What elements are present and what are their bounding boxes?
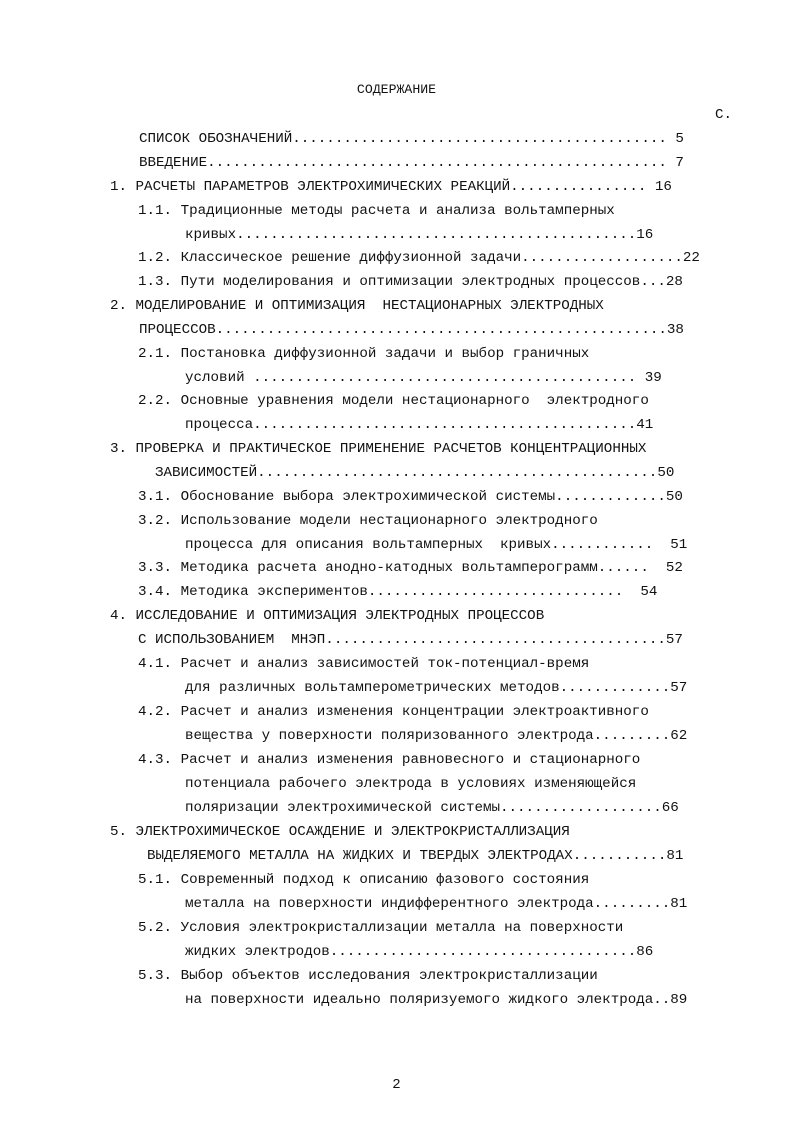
toc-chapter-cont: ЗАВИСИМОСТЕЙ...............................................50	[155, 465, 675, 481]
page-column-label: С.	[715, 107, 733, 123]
toc-section-cont: для различных вольтамперометрических методов.............57	[185, 680, 688, 696]
toc-section-cont: процесса.............................................41	[185, 417, 654, 433]
toc-section-cont: потенциала рабочего электрода в условиях изменяющейся	[185, 776, 637, 792]
toc-section: 2.1. Постановка диффузионной задачи и выбор граничных	[138, 346, 590, 362]
toc-section: 1.1. Традиционные методы расчета и анализа вольтамперных	[138, 203, 615, 219]
toc-section: 3.4. Методика экспериментов.............................. 54	[138, 584, 658, 600]
toc-section: 5.3. Выбор объектов исследования электрокристаллизации	[138, 968, 598, 984]
toc-section: 1.2. Классическое решение диффузионной задачи...................22	[138, 250, 700, 266]
toc-section: 3.1. Обоснование выбора электрохимической системы.............50	[138, 489, 683, 505]
toc-section: 3.2. Использование модели нестационарного электродного	[138, 513, 598, 529]
toc-chapter-cont: ВЫДЕЛЯЕМОГО МЕТАЛЛА НА ЖИДКИХ И ТВЕРДЫХ ЭЛЕКТРОДАХ...........81	[147, 848, 684, 864]
page-title: СОДЕРЖАНИЕ	[356, 82, 437, 97]
toc-section-cont: условий ............................................. 39	[185, 370, 662, 386]
toc-section: 2.2. Основные уравнения модели нестационарного электродного	[138, 393, 649, 409]
page-number: 2	[392, 1077, 401, 1093]
toc-section: 4.2. Расчет и анализ изменения концентрации электроактивного	[138, 704, 649, 720]
toc-entry: ВВЕДЕНИЕ...................................................... 7	[139, 155, 684, 171]
toc-chapter-cont: С ИСПОЛЬЗОВАНИЕМ МНЭП........................................57	[138, 632, 683, 648]
toc-section: 5.1. Современный подход к описанию фазового состояния	[138, 872, 590, 888]
toc-chapter: 3. ПРОВЕРКА И ПРАКТИЧЕСКОЕ ПРИМЕНЕНИЕ РАСЧЕТОВ КОНЦЕНТРАЦИОННЫХ	[110, 441, 647, 457]
toc-section-cont: жидких электродов....................................86	[185, 944, 654, 960]
toc-chapter: 1. РАСЧЕТЫ ПАРАМЕТРОВ ЭЛЕКТРОХИМИЧЕСКИХ РЕАКЦИЙ................ 16	[110, 179, 672, 195]
toc-chapter: 2. МОДЕЛИРОВАНИЕ И ОПТИМИЗАЦИЯ НЕСТАЦИОНАРНЫХ ЭЛЕКТРОДНЫХ	[110, 298, 604, 314]
toc-section: 4.3. Расчет и анализ изменения равновесного и стационарного	[138, 752, 641, 768]
toc-section-cont: поляризации электрохимической системы...................66	[185, 800, 679, 816]
toc-section-cont: металла на поверхности индифферентного электрода.........81	[185, 896, 688, 912]
toc-section-cont: на поверхности идеально поляризуемого жидкого электрода..89	[185, 992, 688, 1008]
toc-entry: СПИСОК ОБОЗНАЧЕНИЙ............................................ 5	[139, 131, 684, 147]
toc-section-cont: кривых...............................................16	[185, 227, 654, 243]
toc-chapter: 5. ЭЛЕКТРОХИМИЧЕСКОЕ ОСАЖДЕНИЕ И ЭЛЕКТРОКРИСТАЛЛИЗАЦИЯ	[110, 824, 570, 840]
toc-section: 1.3. Пути моделирования и оптимизации электродных процессов...28	[138, 274, 683, 290]
toc-section: 4.1. Расчет и анализ зависимостей ток-потенциал-время	[138, 656, 590, 672]
toc-section-cont: процесса для описания вольтамперных кривых............ 51	[185, 537, 688, 553]
toc-section: 5.2. Условия электрокристаллизации металла на поверхности	[138, 920, 624, 936]
toc-section-cont: вещества у поверхности поляризованного электрода.........62	[185, 728, 688, 744]
toc-section: 3.3. Методика расчета анодно-катодных вольтамперограмм...... 52	[138, 560, 683, 576]
toc-chapter-cont: ПРОЦЕССОВ.....................................................38	[139, 322, 684, 338]
toc-chapter: 4. ИССЛЕДОВАНИЕ И ОПТИМИЗАЦИЯ ЭЛЕКТРОДНЫХ ПРОЦЕССОВ	[110, 608, 545, 624]
